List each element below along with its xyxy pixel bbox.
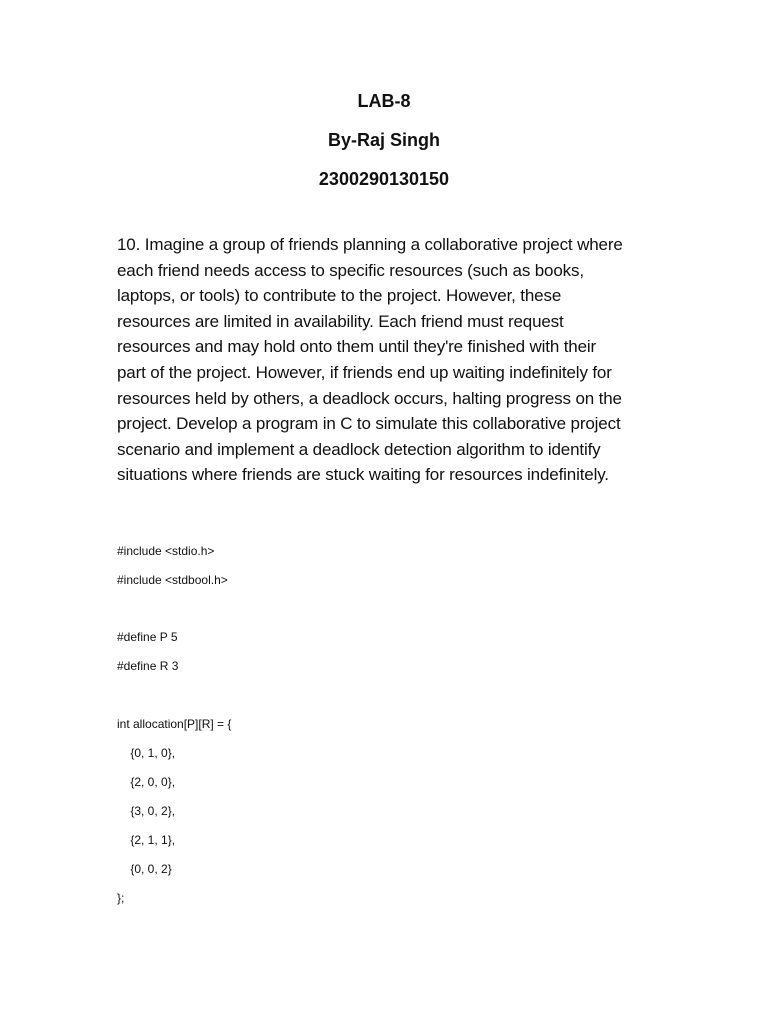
- question-line: 10. Imagine a group of friends planning a collaborative project where: [117, 235, 623, 254]
- question-line: project. Develop a program in C to simulate this collaborative project: [117, 414, 621, 434]
- question-line: part of the project. However, if friends end up waiting indefinitely for: [117, 362, 612, 382]
- page-title: LAB-8: [357, 91, 411, 111]
- question-line: each friend needs access to specific resources (such as books,: [117, 260, 584, 280]
- question-line: resources held by others, a deadlock occurs, halting progress on the: [117, 388, 622, 408]
- code-line: #define P 5: [117, 630, 178, 644]
- question-line: resources and may hold onto them until they're finished with their: [117, 337, 597, 357]
- code-line: {3, 0, 2},: [117, 804, 176, 818]
- question-line: scenario and implement a deadlock detection algorithm to identify: [117, 439, 601, 459]
- author-line: By-Raj Singh: [327, 130, 440, 150]
- code-line: #include <stdio.h>: [117, 544, 215, 558]
- roll-number: 2300290130150: [318, 169, 450, 189]
- code-line: {0, 0, 2}: [117, 862, 172, 876]
- question-paragraph: [117, 232, 662, 488]
- question-line: situations where friends are stuck waiting for resources indefinitely.: [117, 465, 609, 485]
- code-line: };: [117, 891, 125, 905]
- question-line: resources are limited in availability. Each friend must request: [117, 311, 564, 331]
- question-line: laptops, or tools) to contribute to the project. However, these: [117, 286, 562, 306]
- code-line: #define R 3: [117, 659, 179, 673]
- code-line: {2, 1, 1},: [117, 833, 176, 847]
- code-line: int allocation[P][R] = {: [117, 717, 232, 731]
- code-line: {0, 1, 0},: [117, 746, 176, 760]
- code-line: {2, 0, 0},: [117, 775, 176, 789]
- code-line: #include <stdbool.h>: [117, 573, 228, 587]
